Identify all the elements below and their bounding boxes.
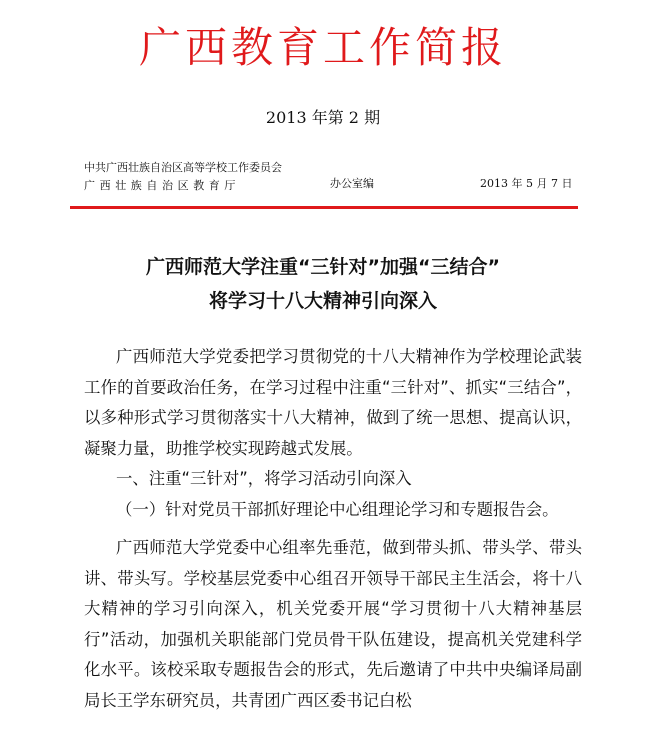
subsection-heading-1: （一）针对党员干部抓好理论中心组理论学习和专题报告会。: [116, 499, 559, 519]
org-committee: 中共广西壮族自治区高等学校工作委员会: [84, 161, 282, 174]
article-title-line-2: 将学习十八大精神引向深入: [208, 290, 437, 312]
paragraph-intro: 广西师范大学党委把学习贯彻党的十八大精神作为学校理论武装工作的首要政治任务，在学习过程中注重“三针对”、抓实“三结合”，以多种形式学习贯彻落实十八大精神，做到了统一思想、提高认识，凝聚力量，助推学校实现跨越式发展。: [84, 347, 582, 458]
article-title-line-1: 广西师范大学注重“三针对”加强“三结合”: [146, 256, 500, 278]
article-title: [0, 250, 646, 318]
issue-number: 2013 年第 2 期: [265, 108, 381, 127]
section-heading-1: 一、注重“三针对”，将学习活动引向深入: [116, 469, 412, 488]
red-divider-rule: [70, 206, 578, 209]
editor-office: 办公室编: [330, 177, 374, 190]
article-body: [84, 342, 582, 716]
paragraph-body: 广西师范大学党委中心组率先垂范，做到带头抓、带头学、带头讲、带头写。学校基层党委中心组召开领导干部民主生活会，将十八大精神的学习引向深入，机关党委开展“学习贯彻十八大精神基层行”活动，加强机关职能部门党员骨干队伍建设，提高机关党建科学化水平。该校采取专题报告会的形式，先后邀请了中共中央编译局副局长王学东研究员，共青团广西区委书记白松: [84, 538, 582, 710]
publication-date: 2013 年 5 月 7 日: [480, 177, 573, 190]
org-education-department: 广西壮族自治区教育厅: [84, 179, 240, 192]
masthead-title: 广西教育工作简报: [138, 23, 507, 72]
